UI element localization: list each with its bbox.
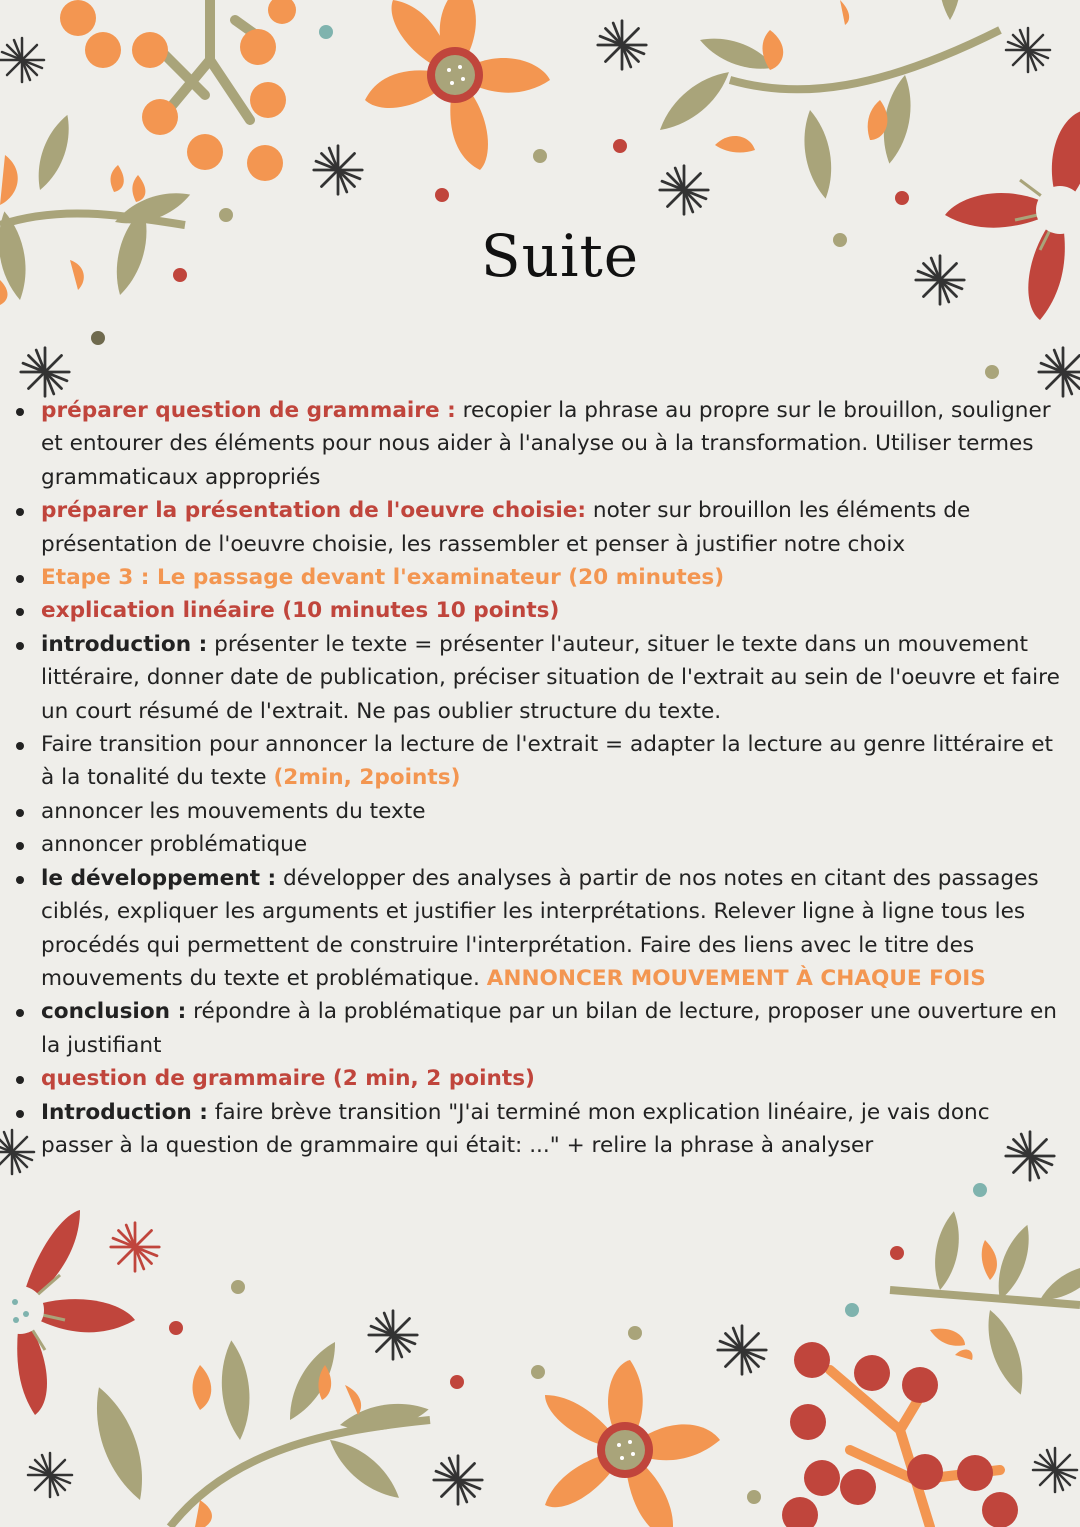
list-item — [41, 795, 1068, 828]
list-item — [41, 561, 1068, 594]
item-heading: Introduction : — [41, 1099, 208, 1125]
item-heading: le développement : — [41, 865, 277, 891]
item-text: développer des analyses à partir de nos notes en citant des passages ciblés, expliquer les arguments et justifier les interprétations. Relever ligne à ligne tous les procédés qui permettent de construire l'interprétation. Faire des liens avec le titre des mouvements du texte et problématique. — [41, 865, 1039, 991]
list-item — [41, 995, 1068, 1062]
list-item — [41, 728, 1068, 795]
item-heading: introduction : — [41, 631, 208, 657]
item-heading: préparer la présentation de l'oeuvre choisie: — [41, 498, 587, 524]
item-text: présenter le texte = présenter l'auteur, situer le texte dans un mouvement littéraire, donner date de publication, préciser situation de l'extrait au sein de l'oeuvre et faire un court résumé de l'extrait. Ne pas oublier structure du texte. — [41, 631, 1060, 724]
list-item — [41, 1062, 1068, 1095]
item-highlight: ANNONCER MOUVEMENT À CHAQUE FOIS — [486, 965, 986, 991]
list-item — [41, 1096, 1068, 1163]
item-heading: conclusion : — [41, 999, 187, 1025]
list-item — [41, 862, 1068, 996]
item-text: recopier la phrase au propre sur le brouillon, souligner et entourer des éléments pour nous aider à l'analyse ou à la transformation. Utiliser termes grammaticaux appropriés — [41, 398, 1051, 490]
berry-branch-bottom-right — [782, 1342, 1018, 1527]
page-title: Suite — [480, 222, 640, 290]
leaves-top-right — [652, 0, 1000, 201]
flower-top-center — [365, 0, 550, 170]
item-text: Faire transition pour annoncer la lecture de l'extrait = adapter la lecture au genre littéraire et à la tonalité du texte — [41, 732, 1053, 791]
item-heading: Etape 3 : Le passage devant l'examinateur (20 minutes) — [41, 565, 725, 591]
item-heading: explication linéaire (10 minutes 10 points) — [41, 598, 560, 624]
item-text: annoncer problématique — [41, 832, 308, 858]
flower-bottom-left — [0, 1210, 135, 1415]
item-text: noter sur brouillon les éléments de présentation de l'oeuvre choisie, les rassembler et penser à justifier notre choix — [41, 498, 971, 557]
item-heading: préparer question de grammaire : — [41, 398, 456, 423]
list-item — [41, 828, 1068, 861]
flower-bottom-center — [545, 1360, 720, 1527]
item-heading: question de grammaire (2 min, 2 points) — [41, 1066, 535, 1092]
berry-branch-top-left — [60, 0, 296, 181]
notes-list — [0, 394, 1068, 1162]
list-item — [41, 394, 1068, 494]
item-text: répondre à la problématique par un bilan de lecture, proposer une ouverture en la justifiant — [41, 999, 1057, 1058]
item-text: faire brève transition "J'ai terminé mon explication linéaire, je vais donc passer à la question de grammaire qui était: ..." + relire la phrase à analyser — [41, 1099, 990, 1158]
list-item — [41, 494, 1068, 561]
item-text: annoncer les mouvements du texte — [41, 798, 426, 824]
list-item — [41, 594, 1068, 627]
list-item — [41, 628, 1068, 728]
item-highlight: (2min, 2points) — [273, 765, 461, 791]
leaves-bottom-left — [84, 1336, 431, 1527]
